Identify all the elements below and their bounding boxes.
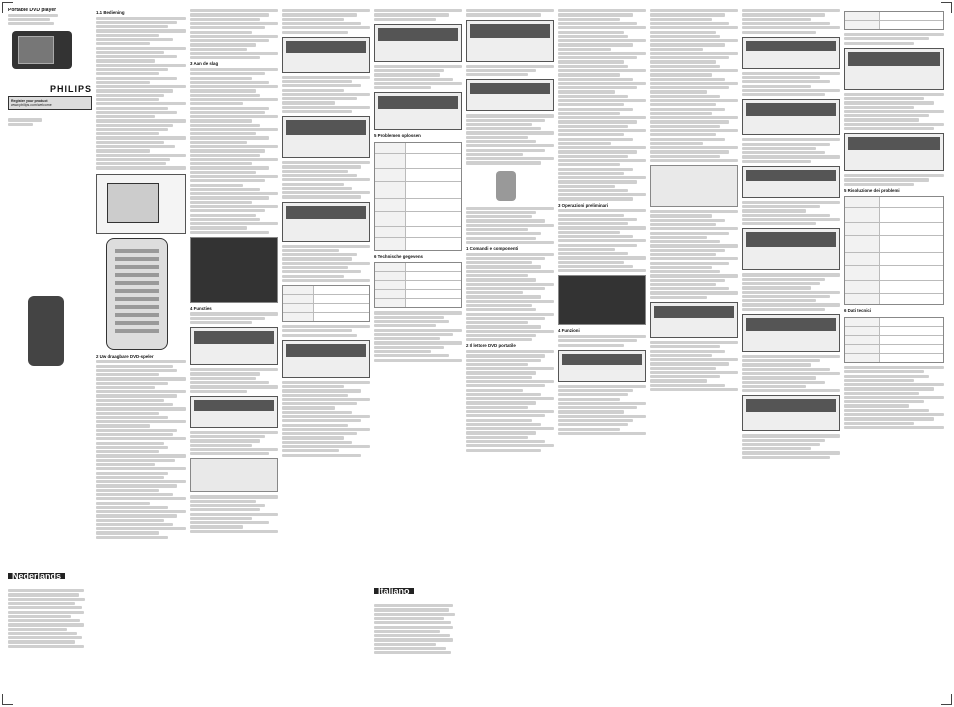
menu-screenshot xyxy=(742,228,840,270)
text-column-6 xyxy=(466,8,554,699)
warning-box xyxy=(190,237,278,303)
remote-diagram xyxy=(28,296,64,366)
menu-screenshot xyxy=(742,37,840,69)
menu-screenshot xyxy=(374,24,462,62)
remote-icon xyxy=(496,171,516,201)
text-column-2 xyxy=(96,8,186,699)
device-screenshot xyxy=(742,314,840,352)
player-image xyxy=(12,31,72,69)
menu-screenshot xyxy=(374,92,462,130)
specs-table xyxy=(374,262,462,308)
section-heading: 3 Operazioni preliminari xyxy=(558,202,609,208)
menu-screenshot xyxy=(282,202,370,242)
section-heading: 1.1 Bediening xyxy=(96,10,125,15)
menu-screenshot xyxy=(742,395,840,431)
register-box xyxy=(8,96,92,111)
register-title: Register your product xyxy=(11,98,48,103)
menu-screenshot xyxy=(282,340,370,378)
device-screenshot xyxy=(466,20,554,62)
text-column-3 xyxy=(190,8,278,699)
troubleshooting-table xyxy=(374,142,462,251)
text-column-9 xyxy=(742,8,840,699)
section-heading: 1 Comandi e componenti xyxy=(466,246,519,252)
menu-screenshot xyxy=(282,116,370,158)
troubleshooting-table-italian xyxy=(844,196,944,305)
section-heading: 4 Funzioni xyxy=(558,328,580,334)
menu-screenshot xyxy=(190,327,278,365)
info-box xyxy=(650,165,738,207)
cover-column xyxy=(8,8,92,699)
menu-screenshot xyxy=(466,79,554,111)
menu-screenshot xyxy=(190,396,278,428)
language-tab-italian: Italiano xyxy=(374,588,414,594)
product-title: Portable DVD player xyxy=(8,8,57,13)
brand-logo: PHILIPS xyxy=(49,84,92,95)
text-column-7 xyxy=(558,8,646,699)
section-heading: 5 Problemen oplossen xyxy=(374,133,421,139)
specs-table-italian xyxy=(844,317,944,363)
text-column-8 xyxy=(650,8,738,699)
menu-screenshot xyxy=(558,350,646,382)
section-heading: 5 Risoluzione dei problemi xyxy=(844,187,900,193)
text-column-10 xyxy=(844,8,944,699)
info-box xyxy=(190,458,278,492)
section-heading: 6 Technische gegevens xyxy=(374,253,423,259)
section-heading: 3 Aan de slag xyxy=(190,61,219,67)
section-heading: 2 Il lettore DVD portatile xyxy=(466,343,516,349)
section-heading: 2 Uw draagbare DVD-speler xyxy=(96,353,154,359)
device-diagram xyxy=(96,174,186,234)
section-heading: 4 Functies xyxy=(190,305,212,311)
device-screenshot xyxy=(650,302,738,338)
language-tab-dutch: Nederlands xyxy=(8,573,65,579)
settings-table xyxy=(282,285,370,322)
menu-screenshot xyxy=(742,99,840,135)
menu-table xyxy=(844,11,944,30)
device-screenshot xyxy=(844,48,944,90)
menu-screenshot xyxy=(282,37,370,73)
device-screenshot xyxy=(844,133,944,171)
text-column-4 xyxy=(282,8,370,699)
register-url: www.philips.com/welcome xyxy=(11,103,52,108)
section-heading: 6 Dati tecnici xyxy=(844,308,872,314)
menu-screenshot xyxy=(742,166,840,198)
text-column-5 xyxy=(374,8,462,699)
warning-box xyxy=(558,275,646,325)
remote-diagram-large xyxy=(106,238,168,350)
